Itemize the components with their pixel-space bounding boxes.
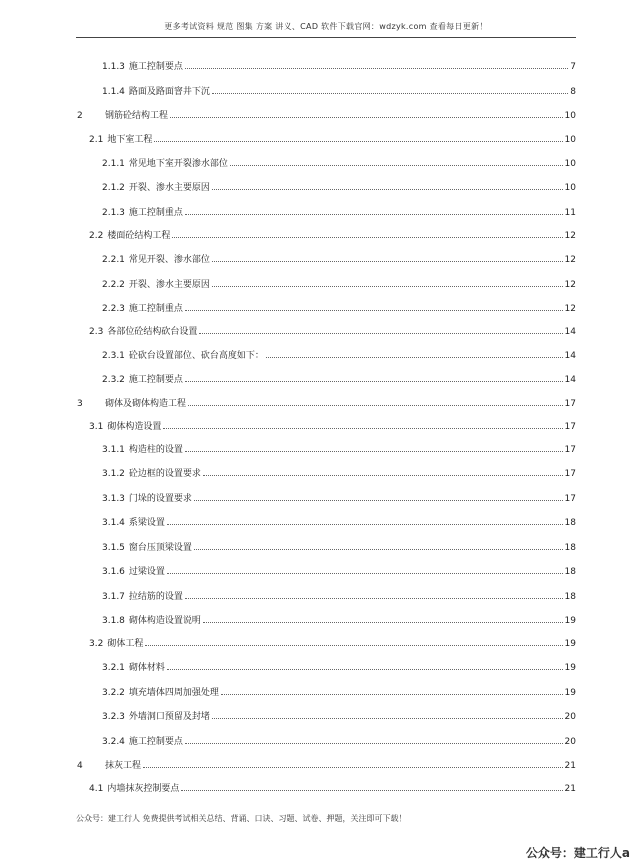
toc-page-number: 21 [564,761,576,771]
toc-entry-3-1-6[interactable] [102,563,576,577]
header-divider [76,37,576,38]
toc-page-number: 18 [564,543,576,553]
toc-page-number: 10 [564,135,576,145]
toc-title: 窗台压顶梁设置 [128,543,192,553]
toc-page-number: 14 [564,375,576,385]
toc-title: 砌体工程 [107,639,144,649]
dot-leader [185,598,563,599]
toc-entry-3-1-4[interactable] [102,514,576,528]
dot-leader [212,93,568,94]
toc-title: 施工控制重点 [128,208,183,218]
toc-title: 砌体构造设置说明 [128,616,201,626]
toc-entry-3[interactable] [77,395,576,409]
dot-leader [167,669,563,670]
toc-page-number: 19 [564,688,576,698]
toc-title: 路面及路面窨井下沉 [128,87,210,97]
toc-title: 拉结筋的设置 [128,592,183,602]
toc-number: 3.2.4 [102,737,125,747]
toc-title: 系梁设置 [128,518,165,528]
dot-leader [212,718,563,719]
toc-title: 各部位砼结构砍台设置 [107,327,198,337]
toc-entry-2[interactable] [77,107,576,121]
toc-number: 2.2.1 [102,255,125,265]
toc-page-number: 18 [564,567,576,577]
toc-title: 开裂、渗水主要原因 [128,183,210,193]
page-header: 更多考试资料 规范 图集 方案 讲义、CAD 软件下载官网：wdzyk.com 查看每日更新！ [164,22,488,31]
dot-leader [172,237,562,238]
dot-leader [230,165,563,166]
dot-leader [143,767,563,768]
dot-leader [170,117,563,118]
toc-entry-2-1-1[interactable] [102,155,576,169]
toc-entry-2-2-1[interactable] [102,251,576,265]
toc-entry-3-1-1[interactable] [102,441,576,455]
toc-number: 3.1.1 [102,445,125,455]
toc-number: 2.2.2 [102,280,125,290]
dot-leader [203,622,563,623]
toc-entry-2-2-3[interactable] [102,300,576,314]
toc-title: 常见开裂、渗水部位 [128,255,210,265]
dot-leader [212,286,563,287]
toc-page-number: 17 [564,422,576,432]
toc-number: 3.1 [89,422,104,432]
toc-number: 2.1.1 [102,159,125,169]
toc-number: 3.2 [89,639,104,649]
toc-entry-3-2-3[interactable] [102,708,576,722]
dot-leader [185,381,563,382]
toc-page-number: 8 [570,87,576,97]
toc-title: 过梁设置 [128,567,165,577]
toc-number: 2.2 [89,231,104,241]
dot-leader [221,694,563,695]
dot-leader [145,645,562,646]
dot-leader [167,524,563,525]
toc-entry-2-3-2[interactable] [102,371,576,385]
toc-page-number: 19 [564,616,576,626]
dot-leader [185,68,568,69]
toc-number: 3.1.8 [102,616,125,626]
toc-number: 2.3.2 [102,375,125,385]
toc-entry-2-3-1[interactable] [102,347,576,361]
toc-page-number: 12 [564,231,576,241]
toc-entry-2-1[interactable] [89,131,576,145]
toc-number: 3.1.3 [102,494,125,504]
toc-title: 砌体构造设置 [107,422,162,432]
toc-page-number: 12 [564,280,576,290]
dot-leader [188,405,563,406]
toc-number: 4.1 [89,784,104,794]
toc-page-number: 17 [564,445,576,455]
toc-number: 3.2.2 [102,688,125,698]
toc-number: 3.1.4 [102,518,125,528]
toc-entry-3-1[interactable] [89,418,576,432]
toc-number: 3.1.2 [102,469,125,479]
toc-number: 2.3.1 [102,351,125,361]
toc-number: 2.2.3 [102,304,125,314]
toc-entry-4[interactable] [77,757,576,771]
toc-number: 1.1.3 [102,62,125,72]
toc-entry-3-2-4[interactable] [102,733,576,747]
toc-number: 3.1.7 [102,592,125,602]
toc-page-number: 18 [564,592,576,602]
toc-title: 填充墙体四周加强处理 [128,688,219,698]
toc-title: 施工控制要点 [128,737,183,747]
toc-title: 钢筋砼结构工程 [105,111,169,121]
toc-number: 2.3 [89,327,104,337]
watermark: 公众号：建工行人a [525,846,630,860]
toc-page-number: 10 [564,183,576,193]
dot-leader [167,573,563,574]
toc-title: 施工控制要点 [128,62,183,72]
toc-entry-3-2-2[interactable] [102,684,576,698]
toc-entry-2-3[interactable] [89,323,576,337]
toc-page-number: 17 [564,469,576,479]
toc-number: 2 [77,111,83,121]
toc-page-number: 10 [564,111,576,121]
toc-title: 常见地下室开裂渗水部位 [128,159,228,169]
toc-title: 施工控制重点 [128,304,183,314]
toc-entry-3-2-1[interactable] [102,659,576,673]
toc-title: 地下室工程 [107,135,153,145]
toc-number: 3 [77,399,83,409]
toc-page-number: 12 [564,255,576,265]
toc-page-number: 19 [564,639,576,649]
dot-leader [185,214,563,215]
toc-entry-3-1-2[interactable] [102,465,576,479]
toc-title: 砌体材料 [128,663,165,673]
page-footer: 公众号：建工行人 免费提供考试相关总结、背诵、口诀、习题、试卷、押题，关注即可下载！ [76,814,407,823]
toc-entry-3-1-5[interactable] [102,539,576,553]
toc-page-number: 11 [564,208,576,218]
toc-page-number: 14 [564,327,576,337]
toc-page-number: 17 [564,494,576,504]
toc-entry-2-2[interactable] [89,227,576,241]
toc-page-number: 21 [564,784,576,794]
dot-leader [181,790,562,791]
toc-title: 砼砍台设置部位、砍台高度如下： [128,351,264,361]
dot-leader [212,189,563,190]
toc-number: 2.1.2 [102,183,125,193]
toc-entry-3-2[interactable] [89,635,576,649]
toc-title: 抹灰工程 [105,761,142,771]
toc-title: 门垛的设置要求 [128,494,192,504]
toc-entry-1-1-4[interactable] [102,83,576,97]
toc-number: 3.1.5 [102,543,125,553]
toc-page-number: 20 [564,712,576,722]
toc-title: 砼边框的设置要求 [128,469,201,479]
toc-entry-4-1[interactable] [89,780,576,794]
toc-number: 1.1.4 [102,87,125,97]
toc-entry-2-1-2[interactable] [102,179,576,193]
toc-title: 外墙洞口预留及封堵 [128,712,210,722]
toc-entry-2-1-3[interactable] [102,204,576,218]
toc-page-number: 20 [564,737,576,747]
toc-entry-2-2-2[interactable] [102,276,576,290]
toc-page-number: 17 [564,399,576,409]
toc-number: 3.1.6 [102,567,125,577]
dot-leader [266,357,563,358]
dot-leader [185,310,563,311]
dot-leader [203,475,563,476]
toc-title: 楼面砼结构工程 [107,231,171,241]
toc-number: 3.2.1 [102,663,125,673]
toc-page-number: 19 [564,663,576,673]
toc-title: 施工控制要点 [128,375,183,385]
toc-title: 内墙抹灰控制要点 [107,784,180,794]
toc-number: 2.1 [89,135,104,145]
toc-entry-3-1-7[interactable] [102,588,576,602]
toc-page-number: 12 [564,304,576,314]
dot-leader [194,500,563,501]
toc-page-number: 7 [570,62,576,72]
toc-title: 开裂、渗水主要原因 [128,280,210,290]
dot-leader [163,428,562,429]
toc-page-number: 18 [564,518,576,528]
dot-leader [185,743,563,744]
toc-number: 4 [77,761,83,771]
toc-entry-1-1-3[interactable] [102,58,576,72]
dot-leader [212,261,563,262]
toc-title: 砌体及砌体构造工程 [105,399,187,409]
toc-number: 2.1.3 [102,208,125,218]
toc-title: 构造柱的设置 [128,445,183,455]
dot-leader [194,549,563,550]
dot-leader [185,451,563,452]
toc-entry-3-1-8[interactable] [102,612,576,626]
dot-leader [154,141,562,142]
dot-leader [199,333,562,334]
toc-page-number: 14 [564,351,576,361]
toc-entry-3-1-3[interactable] [102,490,576,504]
toc-number: 3.2.3 [102,712,125,722]
toc-page-number: 10 [564,159,576,169]
